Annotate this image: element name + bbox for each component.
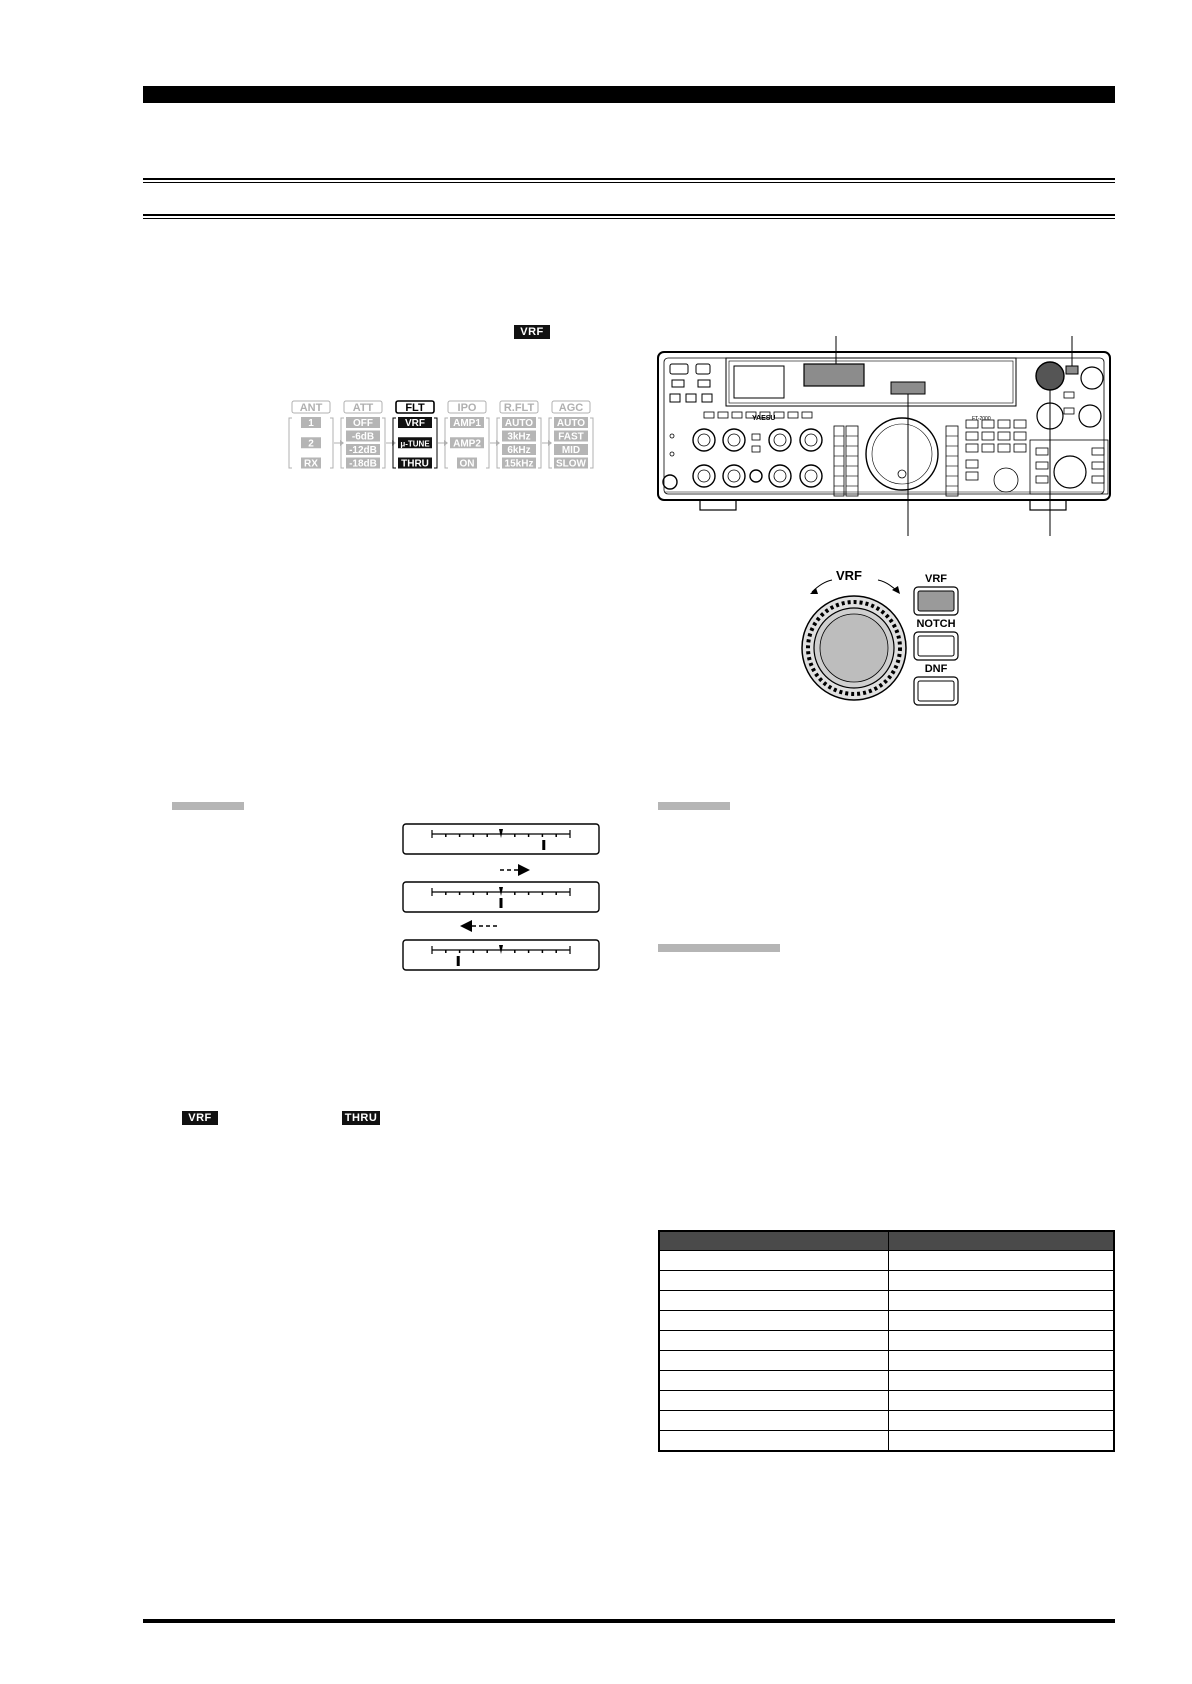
section-rule-top: [143, 178, 1115, 183]
table-cell: [659, 1391, 889, 1411]
table-cell: [659, 1371, 889, 1391]
tuning-marker: [457, 956, 460, 966]
table-cell: [889, 1351, 1115, 1371]
menu-item-label: 2: [308, 438, 314, 450]
table-cell: [889, 1251, 1115, 1271]
menu-item-label: μ-TUNE: [400, 439, 430, 449]
menu-strip-diagram: [288, 400, 600, 472]
table-header-cell: [889, 1231, 1115, 1251]
menu-item-label: AMP2: [453, 438, 481, 450]
menu-item-label: VRF: [405, 418, 425, 429]
tuning-scale-box: [403, 940, 599, 970]
menu-item-label: 6kHz: [507, 445, 531, 456]
tuning-marker: [500, 898, 503, 908]
menu-item-label: THRU: [401, 458, 429, 470]
table-cell: [889, 1411, 1115, 1431]
table-row: [659, 1371, 1114, 1391]
menu-strip: [288, 400, 600, 472]
menu-item-label: FAST: [558, 431, 584, 443]
vrf-badge-inline: VRF: [182, 1111, 218, 1125]
menu-item-label: -18dB: [349, 458, 377, 470]
table-cell: [889, 1431, 1115, 1452]
menu-column-ipo: [445, 401, 500, 470]
vrf-knob-diagram: [800, 560, 980, 720]
table-row: [659, 1331, 1114, 1351]
subheading-bar-right: [658, 802, 730, 810]
menu-column-header: IPO: [457, 402, 477, 414]
table-cell: [659, 1411, 889, 1431]
menu-item-label: RX: [304, 458, 318, 470]
radio-diagram: [656, 336, 1116, 536]
tuning-scale-box: [403, 824, 599, 854]
menu-column-header: AGC: [558, 402, 584, 414]
table-cell: [889, 1371, 1115, 1391]
subheading-bar-left: [172, 802, 244, 810]
menu-column-header: ANT: [299, 402, 323, 414]
vrf-button-label: VRF: [925, 573, 947, 585]
section-rule-bottom: [143, 214, 1115, 219]
table-cell: [659, 1271, 889, 1291]
table-row: [659, 1411, 1114, 1431]
radio-front-panel: [656, 336, 1116, 536]
table-cell: [659, 1311, 889, 1331]
table-row: [659, 1251, 1114, 1271]
menu-column-att: [341, 401, 396, 470]
dnf-button-label: DNF: [924, 663, 948, 675]
footer-rule: [143, 1619, 1115, 1623]
radio-model-text: FT-2000: [972, 416, 991, 422]
table-row: [659, 1391, 1114, 1411]
notch-button-label: NOTCH: [916, 618, 956, 630]
table-cell: [889, 1271, 1115, 1291]
vrf-knob-label: VRF: [836, 568, 862, 583]
table-cell: [659, 1351, 889, 1371]
vrf-badge: VRF: [514, 325, 550, 339]
vrf-control-detail: [800, 560, 980, 720]
tuning-scale-diagram: [402, 822, 602, 972]
table-cell: [889, 1311, 1115, 1331]
table-cell: [889, 1291, 1115, 1311]
menu-column-header: FLT: [405, 402, 425, 414]
tuning-scale-figure: [402, 822, 602, 972]
table-row: [659, 1351, 1114, 1371]
radio-brand-text: YAESU: [752, 415, 776, 422]
table-row: [659, 1271, 1114, 1291]
menu-column-flt: [393, 401, 448, 470]
menu-item-label: 15kHz: [504, 458, 534, 470]
menu-item-label: 1: [308, 418, 314, 429]
table-cell: [659, 1251, 889, 1271]
table-cell: [659, 1331, 889, 1351]
table-cell: [889, 1331, 1115, 1351]
table-cell: [659, 1431, 889, 1452]
table-header-cell: [659, 1231, 889, 1251]
menu-item-label: -6dB: [351, 431, 375, 443]
menu-item-label: AMP1: [453, 418, 481, 429]
menu-item-label: ON: [459, 458, 475, 470]
tuning-marker: [542, 840, 545, 850]
subheading-bar-right-2: [658, 944, 780, 952]
menu-item-label: MID: [561, 445, 581, 456]
menu-item-label: AUTO: [556, 418, 586, 429]
table-row: [659, 1431, 1114, 1452]
menu-item-label: OFF: [353, 418, 373, 429]
menu-column-header: R.FLT: [503, 402, 535, 414]
table-row: [659, 1311, 1114, 1331]
header-rule: [143, 86, 1115, 103]
menu-item-label: SLOW: [556, 458, 586, 470]
menu-column-rflt: [497, 401, 552, 470]
menu-column-ant: [289, 401, 344, 470]
tuning-scale-box: [403, 882, 599, 912]
menu-item-label: AUTO: [504, 418, 534, 429]
table-cell: [889, 1391, 1115, 1411]
menu-column-header: ATT: [352, 402, 374, 414]
table-row: [659, 1291, 1114, 1311]
menu-item-label: -12dB: [349, 445, 377, 456]
menu-column-agc: [549, 401, 593, 470]
menu-item-label: 3kHz: [507, 431, 531, 443]
reference-table: [658, 1230, 1115, 1452]
table-header-row: [659, 1231, 1114, 1251]
thru-badge-inline: THRU: [342, 1111, 380, 1125]
table-cell: [659, 1291, 889, 1311]
